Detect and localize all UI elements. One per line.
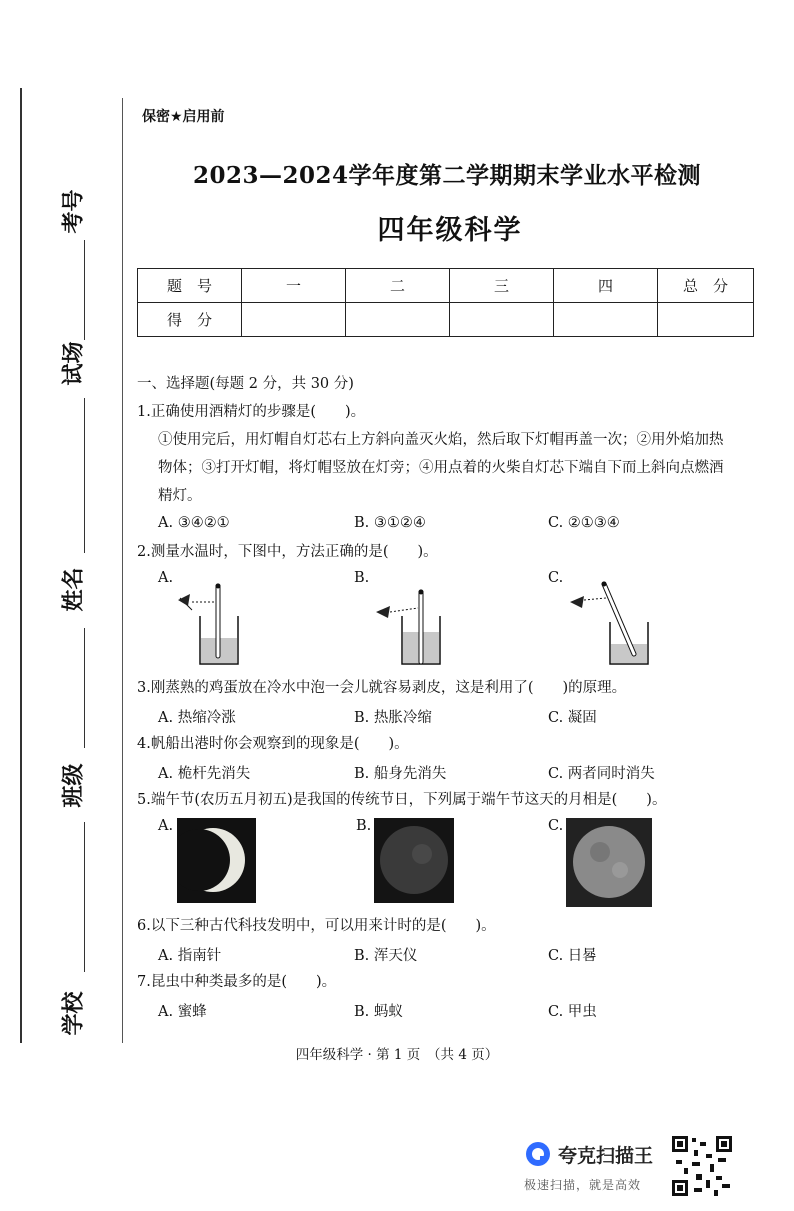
- moon-crescent-image: [177, 818, 256, 903]
- question-5-option-c[interactable]: C.: [548, 818, 564, 834]
- name-label: 姓名: [61, 567, 87, 612]
- score-table: [137, 268, 754, 337]
- table-cell: 题 号: [138, 269, 242, 303]
- score-cell[interactable]: [242, 303, 346, 337]
- question-1-option-c[interactable]: C. ②①③④: [548, 515, 620, 531]
- table-cell: 四: [554, 269, 658, 303]
- question-6-option-b[interactable]: B. 浑天仪: [354, 948, 418, 964]
- score-cell[interactable]: [554, 303, 658, 337]
- question-2-option-b[interactable]: B.: [354, 570, 370, 586]
- binding-inner-line: [122, 98, 123, 1043]
- confidential-note: 保密★启用前: [142, 109, 225, 125]
- question-4-stem: 4.帆船出港时你会观察到的现象是( )。: [137, 736, 409, 752]
- school-label: 学校: [61, 991, 87, 1036]
- question-1-line-1: ①使用完后，用灯帽自灯芯右上方斜向盖灭火焰，然后取下灯帽再盖一次；②用外焰加热: [158, 432, 724, 448]
- exam-title: [0, 157, 794, 190]
- question-2-option-a[interactable]: A.: [158, 570, 174, 586]
- score-cell[interactable]: [346, 303, 450, 337]
- page-footer: 四年级科学 · 第 1 页 （共 4 页）: [295, 1047, 499, 1063]
- moon-gibbous-image: [374, 818, 454, 903]
- section-heading: 一、选择题(每题 2 分，共 30 分): [137, 376, 354, 392]
- question-4-option-c[interactable]: C. 两者同时消失: [548, 766, 655, 782]
- question-2-stem: 2.测量水温时，下图中，方法正确的是( )。: [137, 544, 438, 560]
- table-cell: 一: [242, 269, 346, 303]
- question-1-line-3: 精灯。: [158, 488, 202, 504]
- table-cell: 二: [346, 269, 450, 303]
- beaker-illustration-a: [174, 578, 244, 670]
- question-1-stem: 1.正确使用酒精灯的步骤是( )。: [137, 404, 366, 420]
- class-rule: [84, 822, 85, 972]
- beaker-illustration-c: [566, 578, 652, 670]
- question-5-stem: 5.端午节(农历五月初五)是我国的传统节日，下列属于端午节这天的月相是( )。: [137, 792, 667, 808]
- exam-room-rule: [84, 398, 85, 553]
- class-label: 班级: [61, 763, 87, 808]
- question-6-option-a[interactable]: A. 指南针: [158, 948, 222, 964]
- beaker-illustration-b: [372, 588, 444, 670]
- question-1-line-2: 物体；③打开灯帽，将灯帽竖放在灯旁；④用点着的火柴自灯芯下端自下而上斜向点燃酒: [158, 460, 724, 476]
- question-1-option-a[interactable]: A. ③④②①: [158, 515, 230, 531]
- question-7-option-a[interactable]: A. 蜜蜂: [158, 1004, 207, 1020]
- exam-subtitle: 四年级科学: [377, 215, 523, 246]
- question-5-option-a[interactable]: A.: [158, 818, 174, 834]
- score-table-score-row: [138, 303, 754, 337]
- question-6-stem: 6.以下三种古代科技发明中，可以用来计时的是( )。: [137, 918, 496, 934]
- scanner-brand-row: [524, 1140, 653, 1168]
- question-3-option-a[interactable]: A. 热缩冷涨: [158, 710, 236, 726]
- exam-number-label: 考号: [61, 189, 87, 234]
- table-cell: 得 分: [138, 303, 242, 337]
- scanner-watermark: [524, 1140, 653, 1193]
- question-5-option-b[interactable]: B.: [356, 818, 372, 834]
- exam-title-text: 2023—2024学年度第二学期期末学业水平检测: [192, 162, 702, 189]
- question-1-option-b[interactable]: B. ③①②④: [354, 515, 426, 531]
- question-3-stem: 3.刚蒸熟的鸡蛋放在冷水中泡一会儿就容易剥皮，这是利用了( )的原理。: [137, 680, 627, 696]
- question-7-option-b[interactable]: B. 蚂蚁: [354, 1004, 403, 1020]
- table-cell: 三: [450, 269, 554, 303]
- score-table-header-row: [138, 269, 754, 303]
- exam-number-rule: [84, 240, 85, 340]
- table-cell: 总 分: [658, 269, 754, 303]
- exam-room-label: 试场: [61, 341, 87, 386]
- name-rule: [84, 628, 85, 748]
- question-7-option-c[interactable]: C. 甲虫: [548, 1004, 597, 1020]
- question-4-option-b[interactable]: B. 船身先消失: [354, 766, 447, 782]
- binding-line: [20, 88, 22, 1043]
- scanner-brand-name: 夸克扫描王: [558, 1144, 654, 1167]
- moon-full-image: [566, 818, 652, 907]
- question-6-option-c[interactable]: C. 日晷: [548, 948, 597, 964]
- question-4-option-a[interactable]: A. 桅杆先消失: [158, 766, 251, 782]
- question-3-option-b[interactable]: B. 热胀冷缩: [354, 710, 432, 726]
- score-cell[interactable]: [658, 303, 754, 337]
- scanner-slogan: 极速扫描，就是高效: [524, 1178, 642, 1192]
- question-3-option-c[interactable]: C. 凝固: [548, 710, 597, 726]
- question-2-option-c[interactable]: C.: [548, 570, 564, 586]
- scanner-logo-icon: [524, 1140, 552, 1168]
- qr-code-icon: [670, 1134, 734, 1198]
- question-7-stem: 7.昆虫中种类最多的是( )。: [137, 974, 337, 990]
- score-cell[interactable]: [450, 303, 554, 337]
